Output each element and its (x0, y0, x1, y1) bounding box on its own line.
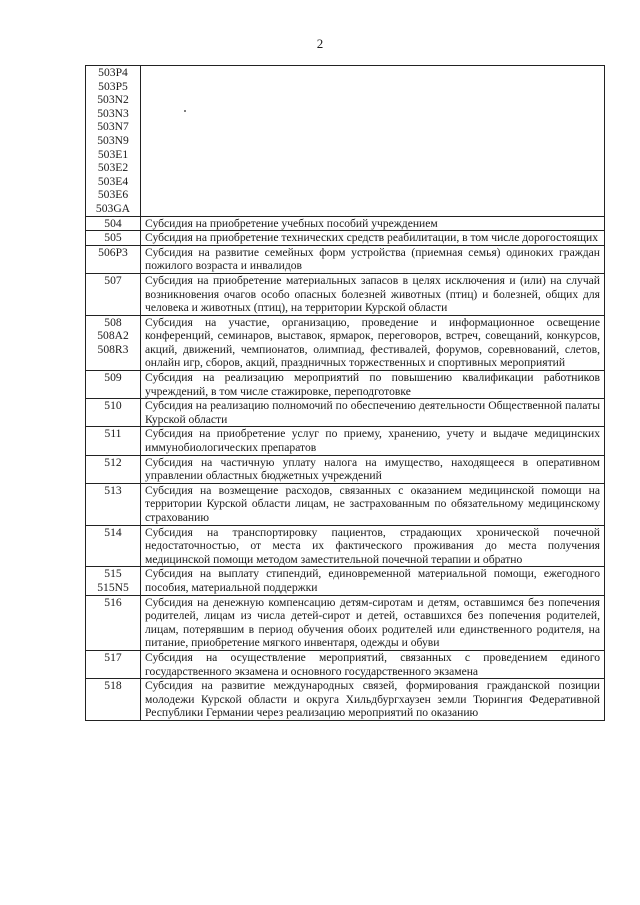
subsidy-code-cell (86, 455, 141, 483)
table-row (86, 567, 605, 595)
subsidy-code: 518 (104, 679, 122, 693)
subsidy-code: 507 (104, 273, 122, 287)
table-row (86, 231, 605, 246)
subsidy-description: Субсидия на транспортировку пациентов, страдающих хронической почечной недостаточностью, от места их фактического проживания до места получения медицинской помощи методом заместительной почечной терапии и обратно (141, 525, 605, 567)
subsidy-code-cell (86, 371, 141, 399)
subsidy-code: 504 (104, 216, 122, 230)
subsidy-code-cell (86, 427, 141, 455)
subsidy-description: Субсидия на возмещение расходов, связанных с оказанием медицинской помощи на территории Курской области лицам, не застрахованным по обязательному медицинскому страхованию (141, 483, 605, 525)
table-row (86, 399, 605, 427)
subsidy-code-cell (86, 679, 141, 721)
subsidy-code: 503P5 (98, 79, 128, 93)
table-row (86, 679, 605, 721)
subsidy-code: 512 (104, 455, 122, 469)
table-row (86, 455, 605, 483)
subsidy-code: 503N7 (97, 120, 129, 134)
subsidy-codes-table (85, 65, 605, 721)
subsidy-description: Субсидия на приобретение услуг по приему, хранению, учету и выдаче медицинских иммунобиологических препаратов (141, 427, 605, 455)
subsidy-code: 503E6 (97, 188, 129, 202)
subsidy-code: 503E2 (97, 161, 129, 175)
table-body (86, 66, 605, 721)
subsidy-code-cell (86, 483, 141, 525)
subsidy-description: Субсидия на денежную компенсацию детям-сиротам и детям, оставшимся без попечения родителей, лицам из числа детей-сирот и детей, оставшихся без попечения родителей, лицам, потерявшим в период обучения обоих родителей или единственного родителя, на питание, приобретение мягкого инвентаря, одежды и обуви (141, 595, 605, 650)
subsidy-code: 503N3 (97, 106, 129, 120)
subsidy-code-cell (86, 273, 141, 315)
subsidy-code: 503N2 (97, 93, 129, 107)
subsidy-description: Субсидия на приобретение учебных пособий учреждением (141, 216, 605, 231)
subsidy-description: Субсидия на приобретение технических средств реабилитации, в том числе дорогостоящих (141, 231, 605, 246)
subsidy-description: Субсидия на реализацию полномочий по обеспечению деятельности Общественной палаты Курской области (141, 399, 605, 427)
subsidy-description: Субсидия на реализацию мероприятий по повышению квалификации работников учреждений, в том числе стажировке, переподготовке (141, 371, 605, 399)
subsidy-description: Субсидия на частичную уплату налога на имущество, находящееся в оперативном управлении областных бюджетных учреждений (141, 455, 605, 483)
subsidy-code-cell (86, 216, 141, 231)
subsidy-description (141, 66, 605, 217)
subsidy-code: 503GA (95, 201, 131, 215)
table-row (86, 483, 605, 525)
subsidy-code: 513 (104, 483, 122, 497)
subsidy-code: 508 (104, 315, 122, 329)
table-row (86, 371, 605, 399)
subsidy-code-cell (86, 650, 141, 678)
subsidy-code-cell (86, 66, 141, 217)
subsidy-description: Субсидия на развитие семейных форм устройства (приемная семья) одиноких граждан пожилого возраста и инвалидов (141, 245, 605, 273)
table-row (86, 525, 605, 567)
subsidy-code: 516 (104, 595, 122, 609)
subsidy-code: 503E1 (97, 147, 129, 161)
table-row (86, 245, 605, 273)
subsidy-code-cell (86, 525, 141, 567)
table-row (86, 427, 605, 455)
table-row (86, 66, 605, 217)
subsidy-code: 514 (104, 525, 122, 539)
subsidy-code: 503N9 (97, 133, 129, 147)
subsidy-code: 515N5 (97, 580, 129, 594)
subsidy-code: 503P4 (98, 66, 128, 79)
subsidy-description: Субсидия на участие, организацию, проведение и информационное освещение конференций, семинаров, выставок, ярмарок, переговоров, встреч, совещаний, конкурсов, акций, движений, чемпионатов, олимпиад, фестивалей, форумов, соревнований, слетов, онлайн игр, сборов, акций, праздничных торжественных и спортивных мероприятий (141, 315, 605, 370)
subsidy-description: Субсидия на осуществление мероприятий, связанных с проведением единого государственного экзамена и основного государственного экзамена (141, 650, 605, 678)
subsidy-description: Субсидия на развитие международных связей, формирования гражданской позиции молодежи Курской области и округа Хильдбургхаузен земли Тюрингия Федеративной Республики Германии через реализацию мероприятий по оказанию (141, 679, 605, 721)
subsidy-code-cell (86, 245, 141, 273)
subsidy-code: 509 (104, 371, 122, 385)
table-row (86, 650, 605, 678)
subsidy-code: 510 (104, 399, 122, 413)
table-row (86, 216, 605, 231)
subsidy-code: 505 (104, 231, 122, 245)
subsidy-description: Субсидия на приобретение материальных запасов в целях исключения и (или) на случай возникновения очагов особо опасных болезней животных (птиц) и болезней, общих для человека и животных (птиц), на территории Курской области (141, 273, 605, 315)
table-row (86, 595, 605, 650)
subsidy-code-cell (86, 595, 141, 650)
page-number: 2 (316, 36, 324, 51)
subsidy-description: Субсидия на выплату стипендий, единовременной материальной помощи, ежегодного пособия, материальной поддержки (141, 567, 605, 595)
subsidy-code: 515 (104, 567, 122, 581)
subsidy-code: 503E4 (97, 174, 129, 188)
subsidy-code: 506P3 (98, 245, 128, 259)
table-row (86, 315, 605, 370)
subsidy-code: 511 (104, 427, 122, 441)
subsidy-code-cell (86, 399, 141, 427)
subsidy-code-cell (86, 567, 141, 595)
subsidy-code: 508A2 (97, 329, 129, 343)
subsidy-code-cell (86, 315, 141, 370)
subsidy-code: 508R3 (97, 342, 129, 356)
subsidy-code: 517 (104, 650, 122, 664)
subsidy-code-cell (86, 231, 141, 246)
table-row (86, 273, 605, 315)
